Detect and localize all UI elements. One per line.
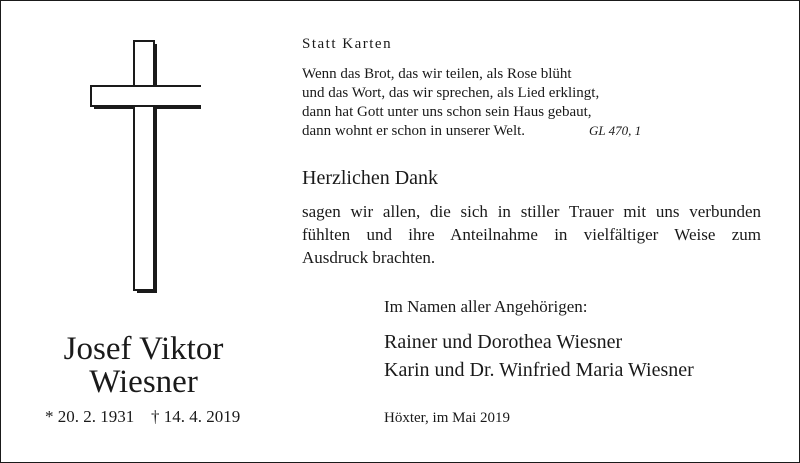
cross-body	[91, 41, 201, 290]
deceased-first-names: Josef Viktor	[63, 331, 224, 367]
statt-karten-header: Statt Karten	[302, 36, 393, 52]
family-intro: Im Namen aller Angehörigen:	[384, 297, 588, 316]
thanks-line: fühlten und ihre Anteilnahme in vielfältiger Weise zum	[302, 225, 761, 244]
poem-line: Wenn das Brot, das wir teilen, als Rose blüht	[302, 66, 572, 82]
deceased-last-name: Wiesner	[89, 364, 198, 400]
thanks-title: Herzlichen Dank	[302, 167, 439, 189]
thanks-line: sagen wir allen, die sich in stiller Trauer mit uns verbunden	[302, 202, 761, 221]
birth-date: * 20. 2. 1931	[45, 407, 135, 426]
poem-line: dann hat Gott unter uns schon sein Haus gebaut,	[302, 104, 592, 120]
place-date: Höxter, im Mai 2019	[384, 410, 511, 426]
death-date: † 14. 4. 2019	[151, 407, 241, 426]
family-name: Rainer und Dorothea Wiesner	[384, 331, 623, 353]
thanks-line: Ausdruck brachten.	[302, 248, 436, 267]
poem-line: und das Wort, das wir sprechen, als Lied erklingt,	[302, 85, 600, 101]
cross-icon	[1, 1, 201, 301]
family-name: Karin und Dr. Winfried Maria Wiesner	[384, 359, 694, 381]
poem-line: dann wohnt er schon in unserer Welt.	[302, 123, 526, 139]
poem-reference: GL 470, 1	[589, 123, 642, 138]
cross-joint	[135, 87, 153, 105]
